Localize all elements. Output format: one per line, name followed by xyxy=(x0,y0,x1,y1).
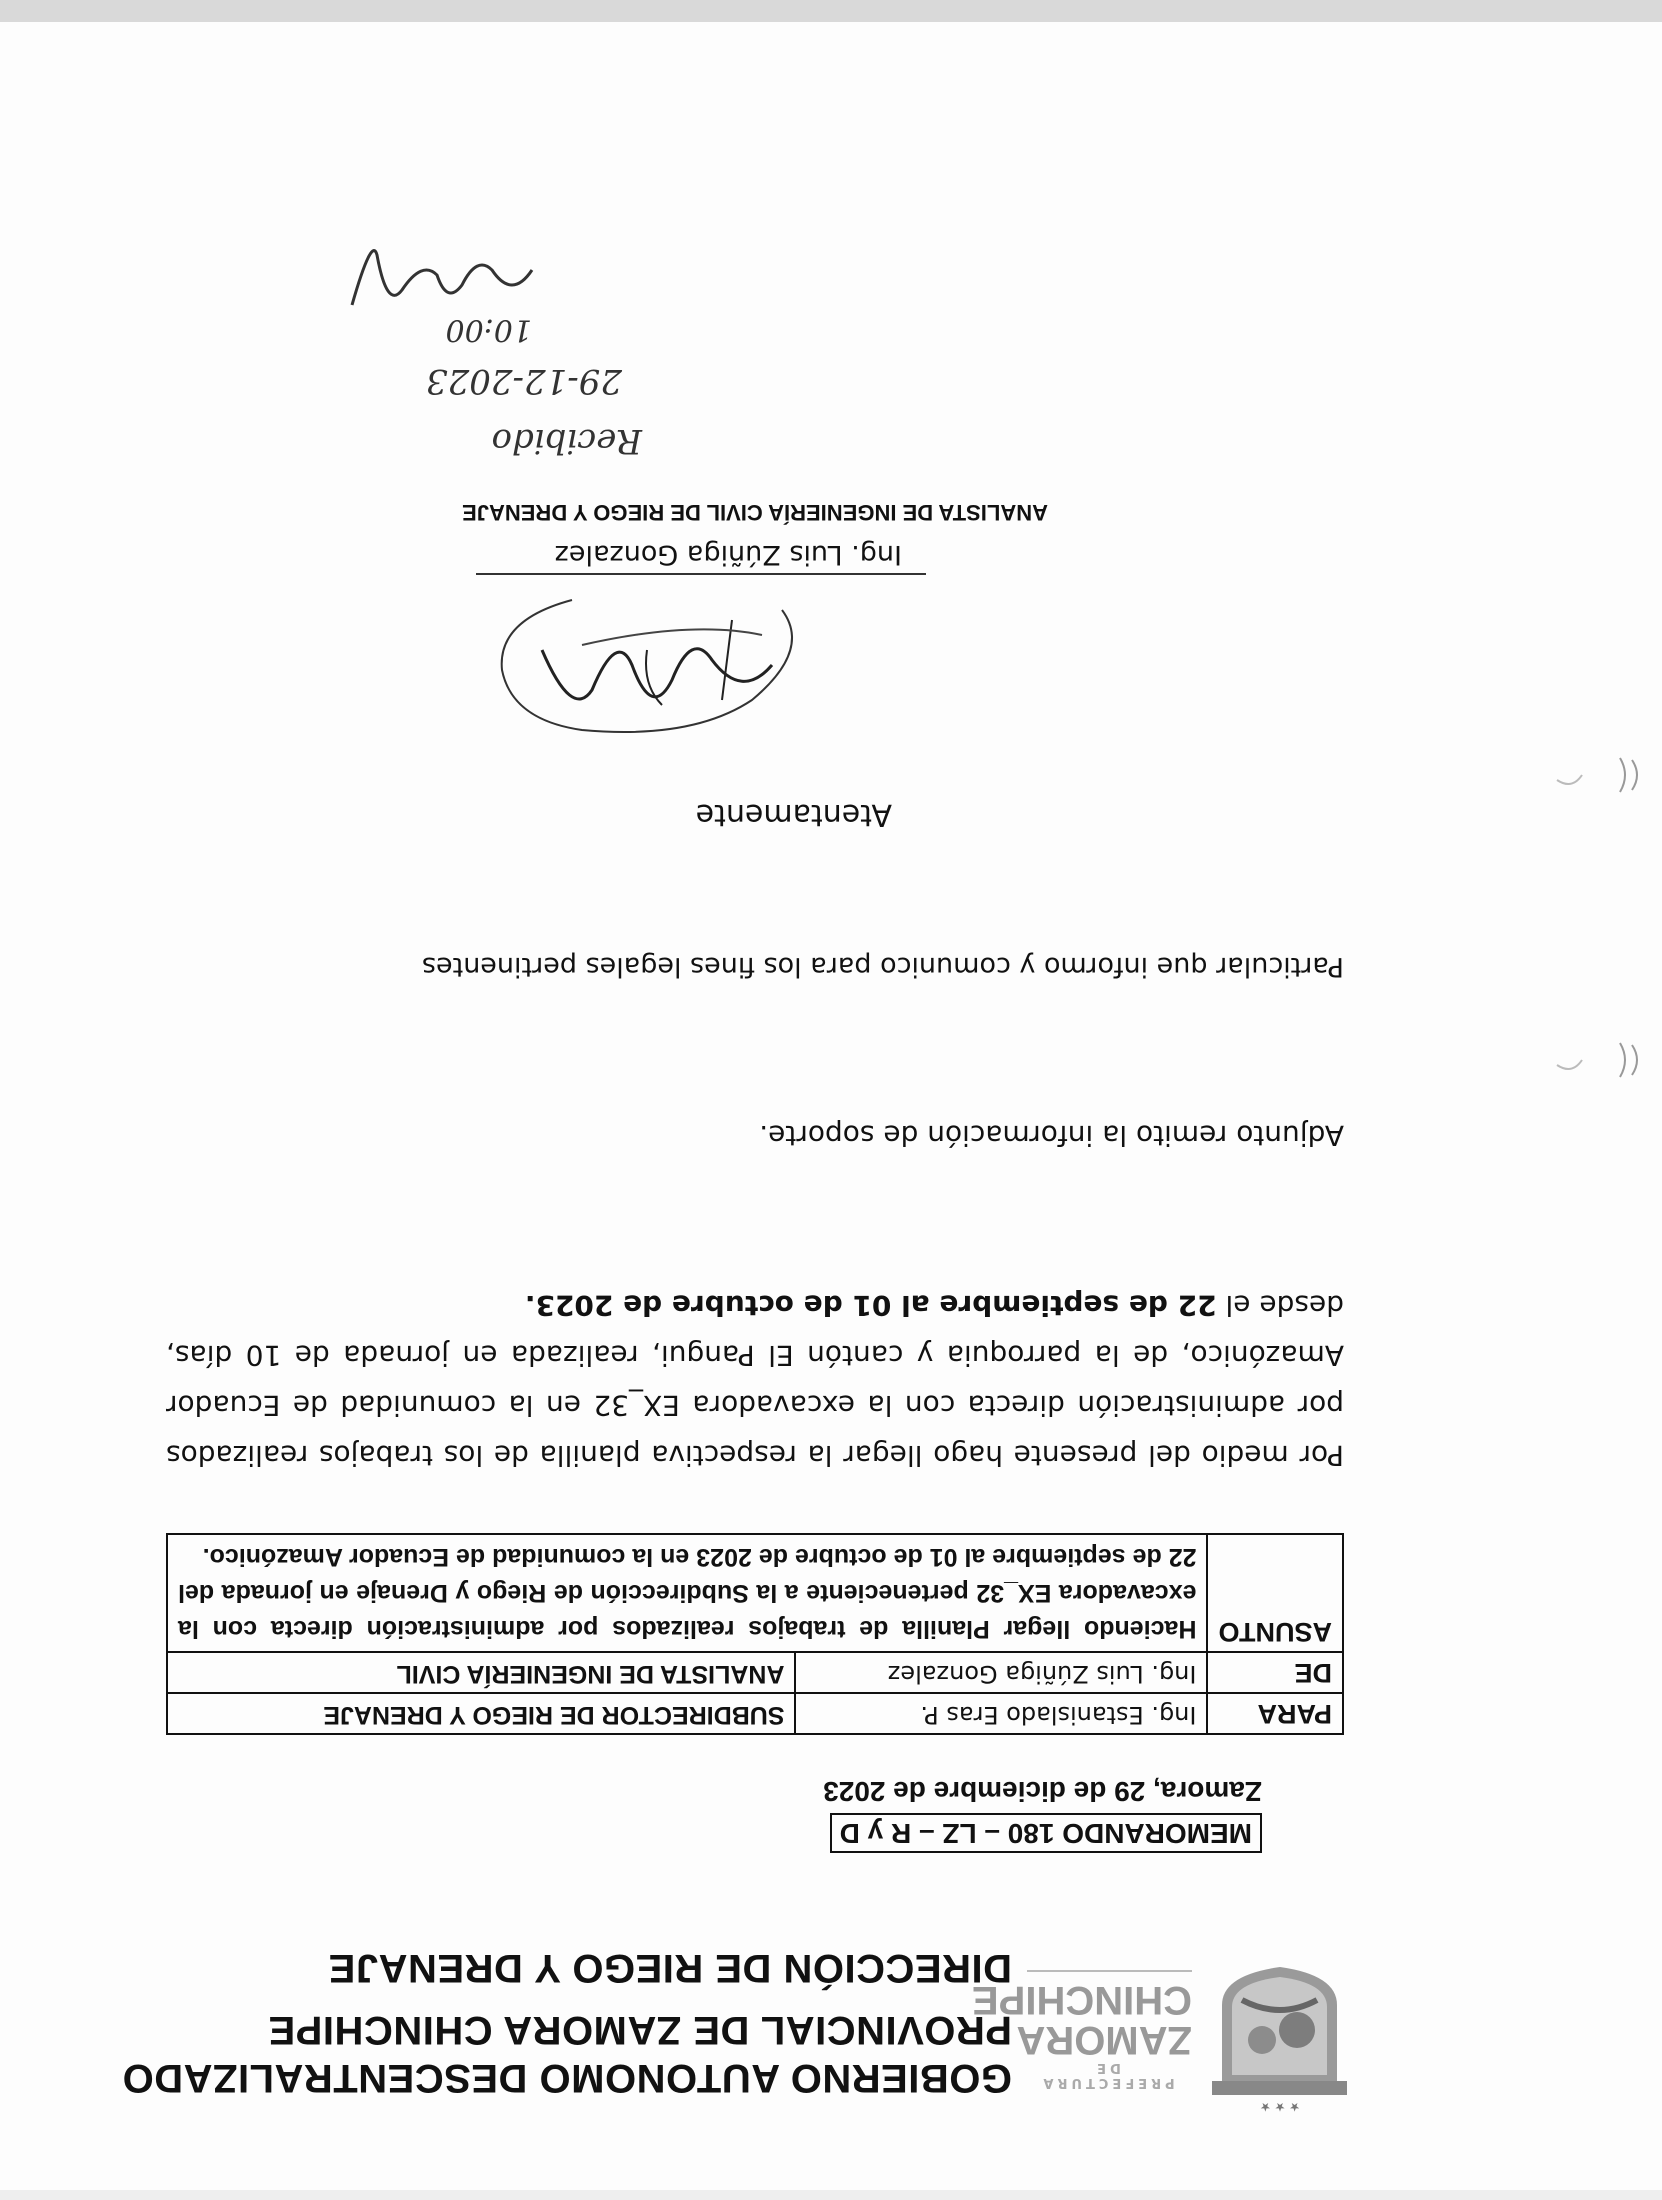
punch-hole-mark xyxy=(1552,750,1642,800)
de-role: ANALISTA DE INGENIERÍA CIVIL xyxy=(167,1652,795,1693)
handwritten-receipt-note xyxy=(332,245,652,485)
handwritten-received: Recibido xyxy=(491,421,642,461)
handwritten-time: 10:00 xyxy=(445,312,532,347)
body-paragraph-2: Adjunto remito la información de soporte. xyxy=(759,1119,1344,1152)
department-title: DIRECCIÓN DE RIEGO Y DRENAJE xyxy=(328,1946,1012,1990)
de-name: Ing. Luis Zúñiga Gonzalez xyxy=(795,1652,1207,1693)
body-paragraph-1-text: Por medio del presente hago llegar la respectiva planilla de los trabajos realizados por administración directa con la excavadora EX_32 en la comunidad de Ecuador Amazónico, de la parroquia y cantón El Pangui, realizada en jornada de 10 días, desde el xyxy=(166,1289,1344,1472)
closing: Atentamente xyxy=(695,797,892,832)
asunto-label: ASUNTO xyxy=(1207,1534,1343,1652)
punch-hole-mark xyxy=(1552,1035,1642,1085)
organization-header xyxy=(112,1944,1012,2102)
scan-edge xyxy=(0,2190,1662,2200)
memo-header-table xyxy=(166,1533,1344,1735)
org-line2: PROVINCIAL DE ZAMORA CHINCHIPE xyxy=(268,2008,1012,2052)
handwritten-date: 29-12-2023 xyxy=(425,361,622,401)
handwritten-signature xyxy=(462,580,842,760)
para-label: PARA xyxy=(1207,1693,1343,1734)
org-line1: GOBIERNO AUTONOMO DESCENTRALIZADO xyxy=(122,2056,1012,2100)
para-role: SUBDIRECTOR DE RIEGO Y DRENAJE xyxy=(167,1693,795,1734)
para-name: Ing. Estanislado Eras P. xyxy=(795,1693,1207,1734)
body-paragraph-3: Particular que informo y comunico para los fines legales pertinentes xyxy=(421,951,1344,982)
svg-text:★ ★ ★: ★ ★ ★ xyxy=(1260,2100,1300,2114)
asunto-text: Haciendo llegar Planilla de trabajos realizados por administración directa con la excavadora EX_32 perteneciente a la Subdirección de Riego y Drenaje en jornada del 22 de septiembre al 01 de octubre de 2023 en la comunidad de Ecuador Amazónico. xyxy=(167,1534,1207,1652)
brand-small: PREFECTURA DE xyxy=(1039,2060,1175,2090)
brand-underline xyxy=(1027,1970,1192,1972)
scan-edge xyxy=(0,0,1662,22)
body-paragraph-1 xyxy=(166,1280,1344,1480)
brand-line2: CHINCHIPE xyxy=(971,1978,1192,2022)
brand-line1: ZAMORA xyxy=(1016,2018,1192,2062)
table-row xyxy=(167,1534,1343,1652)
memo-number: MEMORANDO 180 – LZ – R y D xyxy=(830,1813,1262,1853)
table-row xyxy=(167,1652,1343,1693)
table-row xyxy=(167,1693,1343,1734)
memo-date: Zamora, 29 de diciembre de 2023 xyxy=(823,1776,1262,1807)
de-label: DE xyxy=(1207,1652,1343,1693)
signer-title: ANALISTA DE INGENIERÍA CIVIL DE RIEGO Y DRENAJE xyxy=(462,500,1048,525)
signature-line xyxy=(476,573,926,575)
prefecture-logo xyxy=(1202,1965,1357,2125)
body-paragraph-1-dates: 22 de septiembre al 01 de octubre de 2023. xyxy=(524,1289,1217,1322)
prefecture-brand-text xyxy=(971,1960,1192,2090)
signer-name: Ing. Luis Zúñiga Gonzalez xyxy=(554,539,902,570)
